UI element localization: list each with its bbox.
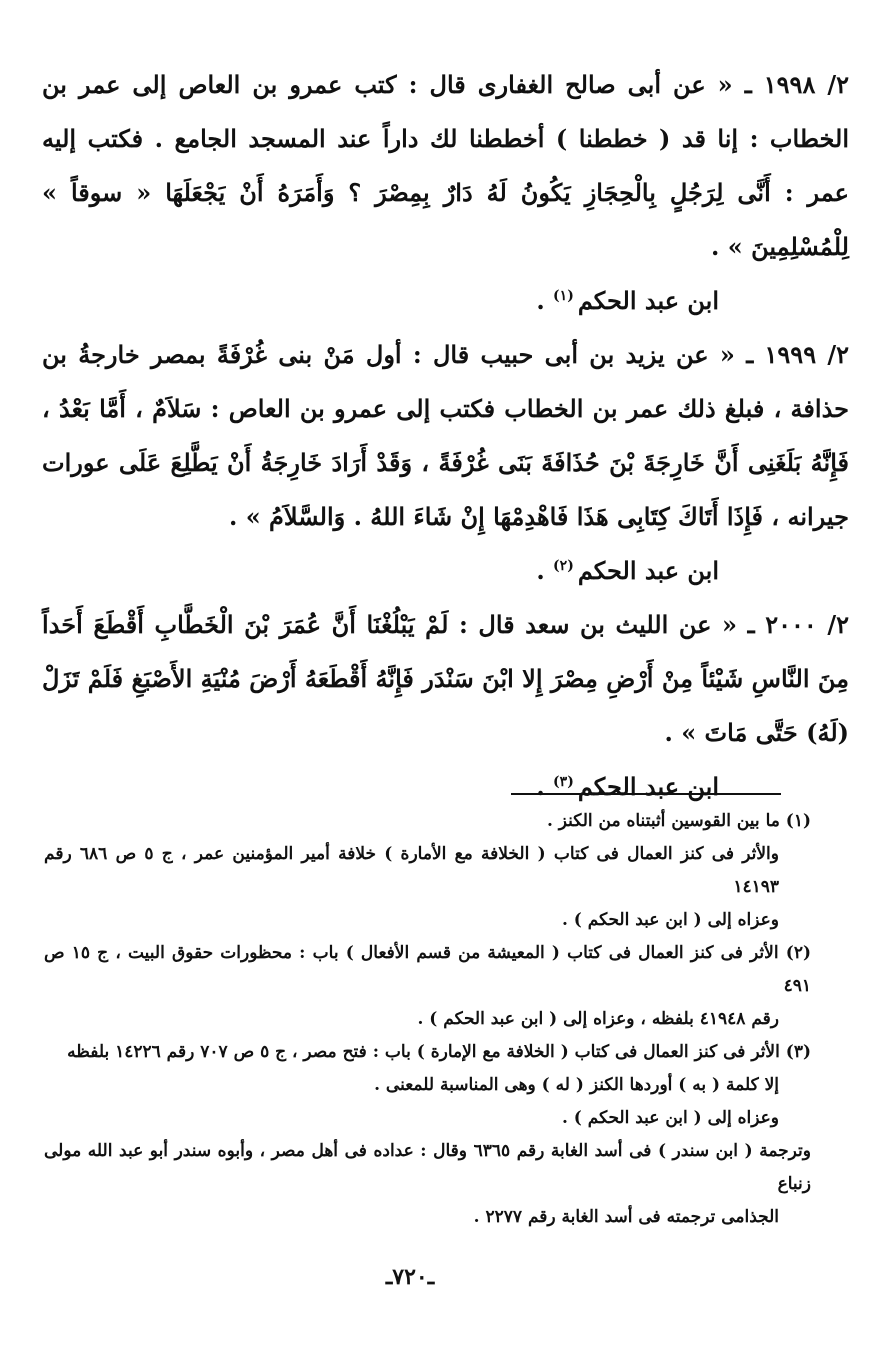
footnote-reference[interactable]: (٣): [553, 774, 574, 790]
page-number: ـ٧٢٠ـ: [385, 1264, 435, 1290]
source-name: ابن عبد الحكم: [577, 772, 719, 801]
footnote-line: إلا كلمة ( به ) أوردها الكنز ( له ) وهى المناسبة للمعنى .: [374, 1075, 779, 1095]
hadith-entry-2000: [42, 598, 849, 814]
entry-text: « عن أبى صالح الغفارى قال : كتب عمرو بن العاص إلى عمر بن الخطاب : إنا قد ( خططنا ) أخططنا لك داراً عند المسجد الجامع . فكتب إليه عمر : أَنَّى لِرَجُلٍ بِالْحِجَازِ يَكُونُ لَهُ دَارٌ بِمِصْرَ ؟ وَأَمَرَهُ أَنْ يَجْعَلَهَا « سوقاً » لِلْمُسْلِمِينَ » .: [42, 70, 849, 261]
footnote-line: وعزاه إلى ( ابن عبد الحكم ) .: [561, 1108, 779, 1128]
footnote-reference[interactable]: (١): [553, 288, 574, 304]
entry-paragraph: [42, 58, 849, 274]
main-text: [42, 58, 849, 814]
footnote-line: رقم ٤١٩٤٨ بلفظه ، وعزاه إلى ( ابن عبد الحكم ) .: [417, 1009, 779, 1029]
source-name: ابن عبد الحكم: [577, 556, 719, 585]
entry-source: ابن عبد الحكم$^{(٣)}$ .: [536, 772, 719, 801]
footnote-line: الجذامى ترجمته فى أسد الغابة رقم ٢٢٧٧ .: [473, 1207, 779, 1227]
entry-source: ابن عبد الحكم$^{(١)}$ .: [536, 286, 719, 315]
footnotes-section: [44, 805, 811, 1234]
footnote-3: [44, 1036, 811, 1234]
source-name: ابن عبد الحكم: [577, 286, 719, 315]
footnote-2: [44, 937, 811, 1036]
footnote-line: (٢) الأثر فى كنز العمال فى كتاب ( المعيشة من قسم الأفعال ) باب : محظورات حقوق البيت ، ج ١٥ ص ٤٩١: [44, 943, 811, 996]
footnote-line: (١) ما بين القوسين أثبتناه من الكنز .: [546, 811, 811, 831]
entry-source: ابن عبد الحكم$^{(٢)}$ .: [536, 556, 719, 585]
entry-number: ٢/ ١٩٩٩ ـ: [746, 340, 850, 369]
entry-number: ٢/ ٢٠٠٠ ـ: [747, 610, 850, 639]
footnote-line: والأثر فى كنز العمال فى كتاب ( الخلافة مع الأمارة ) خلافة أمير المؤمنين عمر ، ج ٥ ص ٦٨٦ رقم ١٤١٩٣: [44, 844, 779, 897]
entry-number: ٢/ ١٩٩٨ ـ: [744, 70, 850, 99]
footnote-1: [44, 805, 811, 937]
entry-paragraph: [42, 328, 849, 544]
hadith-entry-1999: [42, 328, 849, 598]
footnote-divider: [511, 793, 781, 795]
hadith-entry-1998: [42, 58, 849, 328]
footnote-line: وترجمة ( ابن سندر ) فى أسد الغابة رقم ٦٣٦٥ وقال : عداده فى أهل مصر ، وأبوه سندر أبو عبد الله مولى زنباع: [44, 1141, 811, 1194]
footnote-line: (٣) الأثر فى كنز العمال فى كتاب ( الخلافة مع الإمارة ) باب : فتح مصر ، ج ٥ ص ٧٠٧ رقم ١٤٢٢٦ بلفظه: [67, 1042, 811, 1062]
entry-text: « عن يزيد بن أبى حبيب قال : أول مَنْ بنى غُرْفَةً بمصر خارجةُ بن حذافة ، فبلغ ذلك عمر بن الخطاب فكتب إلى عمرو بن العاص : سَلاَمٌ ، أَمَّا بَعْدُ ، فَإِنَّهُ بَلَغَنِى أَنَّ خَارِجَةَ بْنَ حُذَافَةَ بَنَى غُرْفَةً ، وَقَدْ أَرَادَ خَارِجَةُ أَنْ يَطَّلِعَ عَلَى عورات جيرانه ، فَإِذَا أَتَاكَ كِتَابِى هَذَا فَاهْدِمْهَا إِنْ شَاءَ اللهُ . وَالسَّلاَمُ » .: [42, 340, 849, 531]
footnote-reference[interactable]: (٢): [553, 558, 574, 574]
entry-text: « عن الليث بن سعد قال : لَمْ يَبْلُغْنَا أَنَّ عُمَرَ بْنَ الْخَطَّابِ أَقْطَعَ أَحَداً مِنَ النَّاسِ شَيْئاً مِنْ أَرْضِ مِصْرَ إِلا ابْنَ سَنْدَر فَإِنَّهُ أَقْطَعَهُ أَرْضَ مُنْيَةِ الأَصْبَغِ فَلَمْ تَزَلْ (لَهُ) حَتَّى مَاتَ » .: [42, 610, 849, 747]
footnote-line: وعزاه إلى ( ابن عبد الحكم ) .: [561, 910, 779, 930]
entry-paragraph: [42, 598, 849, 760]
